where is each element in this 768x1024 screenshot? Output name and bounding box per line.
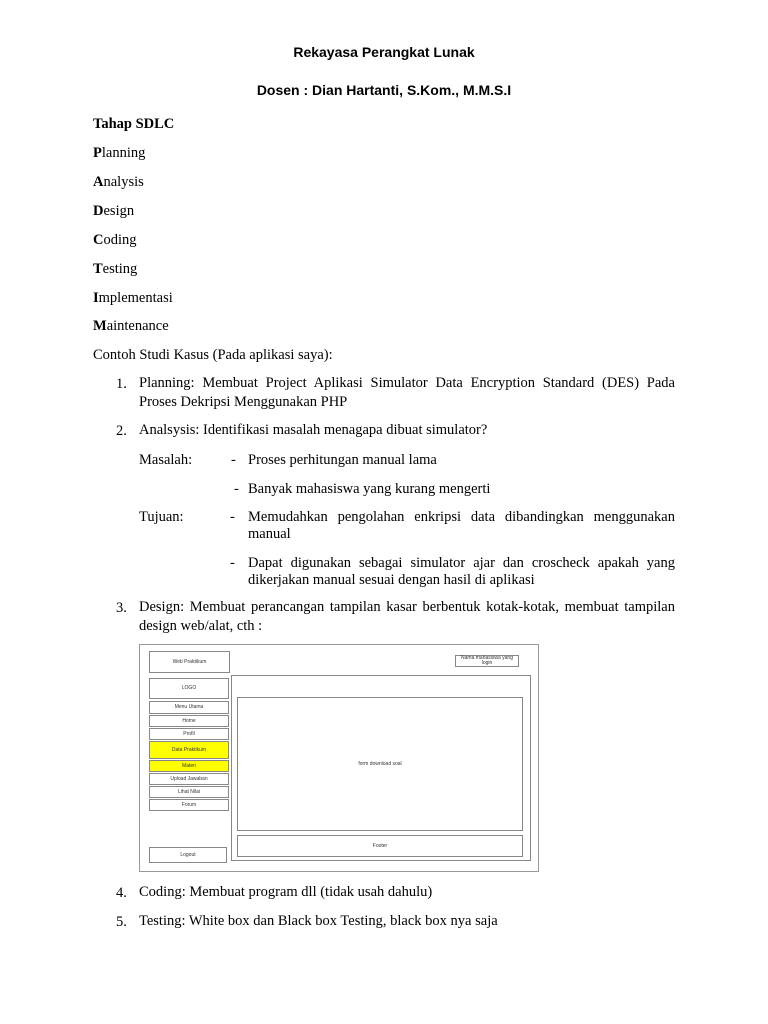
list-item-testing: Testing: White box dan Black box Testing, black box nya saja xyxy=(139,913,498,929)
list-item-coding: Coding: Membuat program dll (tidak usah dahulu) xyxy=(139,884,433,900)
mockup-menu-item: Lihat Nilai xyxy=(149,786,229,798)
bullet-dash: - xyxy=(234,481,239,497)
sdlc-phase: Implementasi xyxy=(93,290,173,306)
sdlc-phase: Coding xyxy=(93,232,137,248)
sdlc-phase: Maintenance xyxy=(93,318,169,334)
lecturer-line: Dosen : Dian Hartanti, S.Kom., M.M.S.I xyxy=(256,82,512,98)
bullet-dash: - xyxy=(230,509,235,525)
mockup-logo: LOGO xyxy=(149,678,229,699)
list-number: 4. xyxy=(116,885,127,901)
mockup-menu-item-highlight: Materi xyxy=(149,760,229,772)
list-item-planning: Planning: Membuat Project Aplikasi Simulator Data Encryption Standard (DES) Pada Proses Dekripsi Menggunakan PHP xyxy=(139,375,675,410)
mockup-menu-item: Forum xyxy=(149,799,229,811)
mockup-menu-item: Home xyxy=(149,715,229,727)
web-design-mockup xyxy=(139,644,539,872)
masalah-item: Proses perhitungan manual lama xyxy=(248,452,437,468)
case-study-intro: Contoh Studi Kasus (Pada aplikasi saya): xyxy=(93,347,333,363)
mockup-footer: Footer xyxy=(237,835,523,857)
mockup-menu-item: Menu Utama xyxy=(149,701,229,714)
sdlc-phase: Design xyxy=(93,203,135,219)
list-item-analysis: Analsysis: Identifikasi masalah menagapa dibuat simulator? xyxy=(139,422,488,438)
sdlc-phase: Analysis xyxy=(93,174,144,190)
masalah-label: Masalah: xyxy=(139,452,193,468)
tujuan-label: Tujuan: xyxy=(139,509,184,525)
mockup-site-title: Web Praktikum xyxy=(149,651,230,673)
sdlc-phase: Testing xyxy=(93,261,138,277)
masalah-item: Banyak mahasiswa yang kurang mengerti xyxy=(248,481,491,497)
bullet-dash: - xyxy=(231,452,236,468)
sdlc-heading: Tahap SDLC xyxy=(93,116,175,132)
mockup-menu-item: Profil xyxy=(149,728,229,740)
sdlc-phase: Planning xyxy=(93,145,146,161)
mockup-logout: Logout xyxy=(149,847,227,863)
mockup-content-box: form download soal xyxy=(237,697,523,831)
list-item-design: Design: Membuat perancangan tampilan kasar berbentuk kotak-kotak, membuat tampilan design web/alat, cth : xyxy=(139,599,675,634)
list-number: 5. xyxy=(116,914,127,930)
list-number: 3. xyxy=(116,600,127,616)
tujuan-item: Dapat digunakan sebagai simulator ajar dan croscheck apakah yang dikerjakan manual sesuai dengan hasil di aplikasi xyxy=(248,555,675,588)
bullet-dash: - xyxy=(230,555,235,571)
mockup-menu-item: Upload Jawaban xyxy=(149,773,229,785)
document-title: Rekayasa Perangkat Lunak xyxy=(293,44,475,60)
list-number: 1. xyxy=(116,376,127,392)
tujuan-item: Memudahkan pengolahan enkripsi data dibandingkan menggunakan manual xyxy=(248,509,675,542)
mockup-menu-item-highlight: Data Praktikum xyxy=(149,741,229,759)
list-number: 2. xyxy=(116,423,127,439)
mockup-user-box: Nama mahasiswa yang login xyxy=(455,655,519,667)
